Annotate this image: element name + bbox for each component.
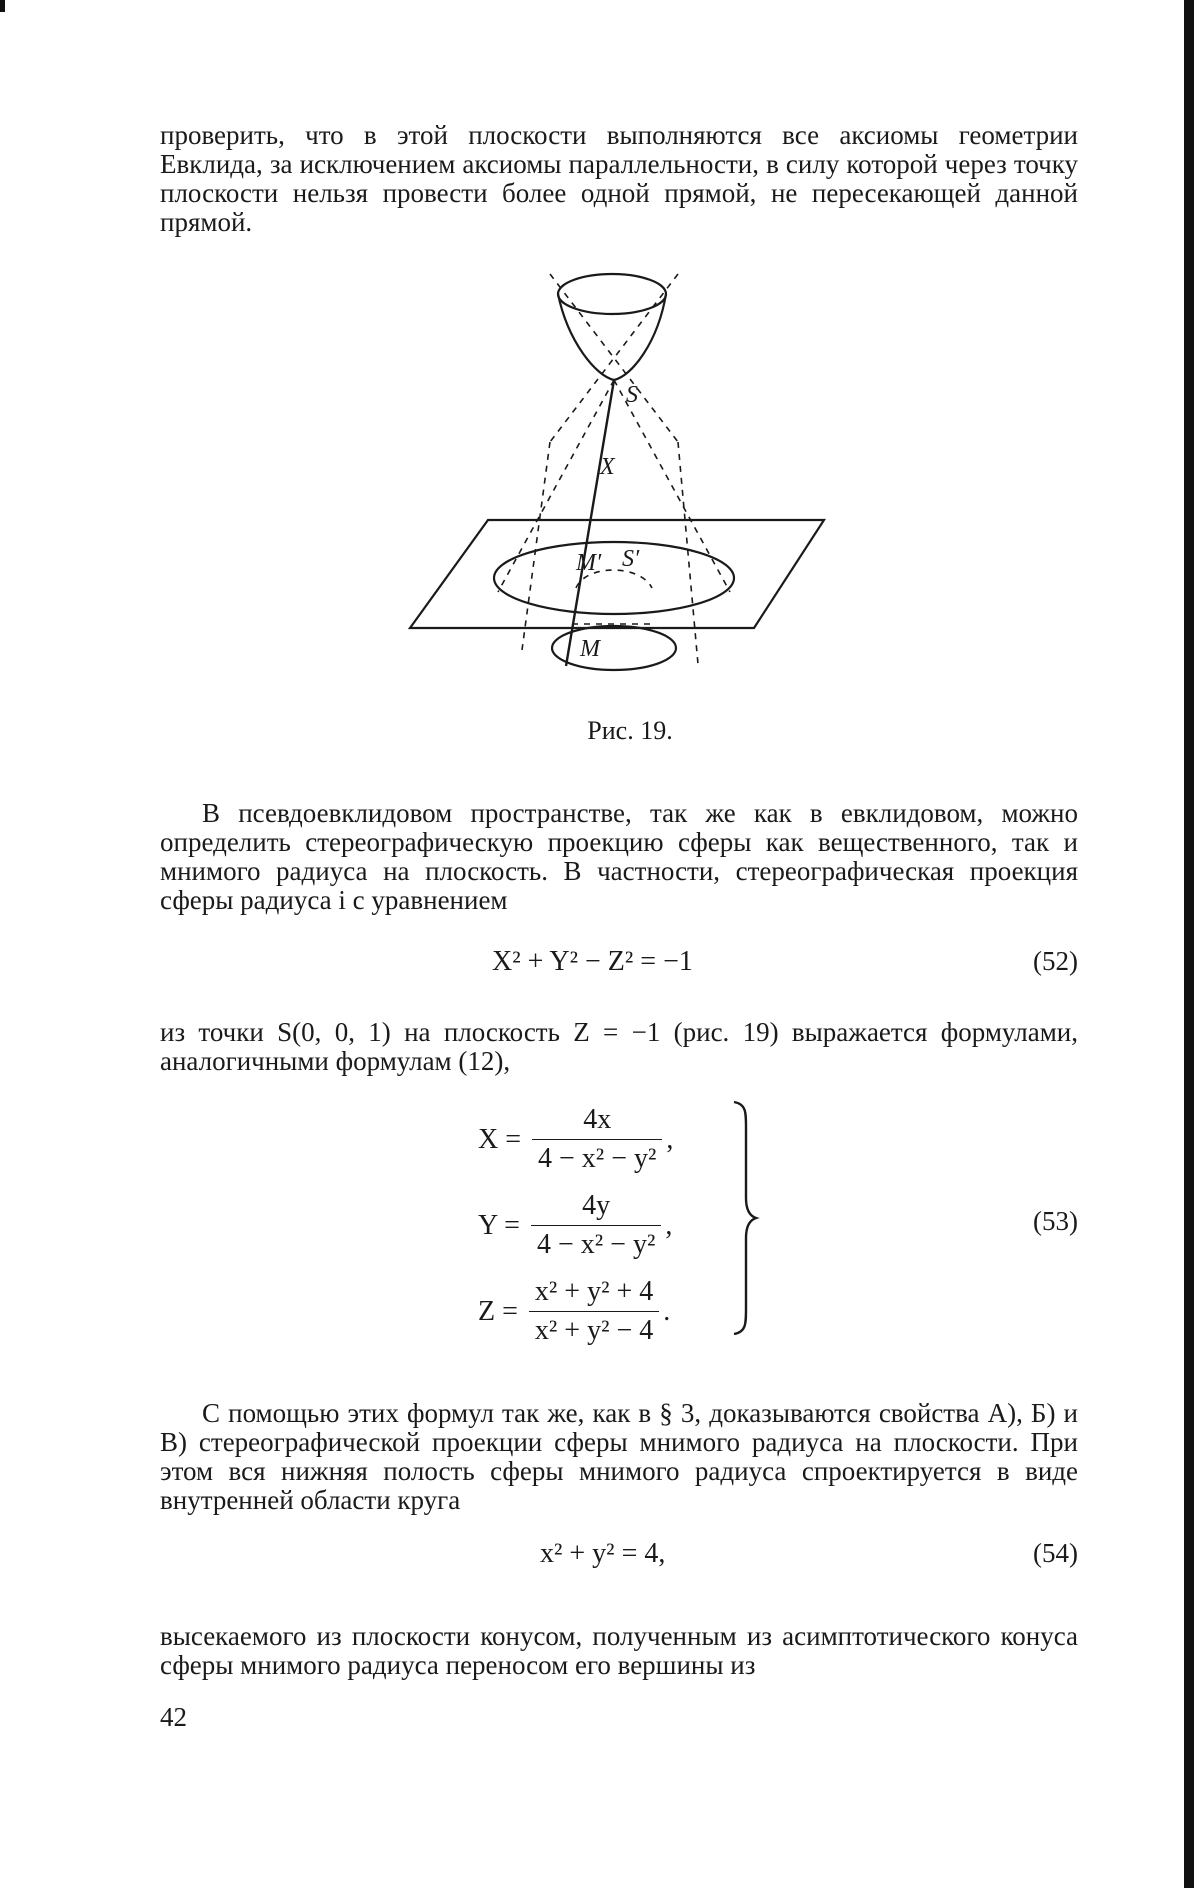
eq53-row1-numerator: 4x [532,1104,662,1140]
equation-52-number: (52) [1033,946,1078,976]
eq53-row2-punct: , [665,1209,673,1241]
equation-54: x² + y² = 4, [540,1538,666,1569]
cone-line-right-top [550,274,678,442]
label-S-prime: S′ [622,546,640,572]
eq53-row-X [478,1104,673,1175]
eq53-row2-fraction [531,1190,661,1261]
eq53-row3-fraction [529,1276,659,1347]
eq53-row2-lhs: Y = [478,1209,520,1241]
eq53-row2-denominator: 4 − x² − y² [536,1229,656,1260]
label-S: S [626,382,638,408]
paragraph-5: высекаемого из плоскости конусом, полученным из асимптотического конуса сферы мнимого радиуса переносом его вершины из [160,1621,1078,1680]
eq53-row3-denominator: x² + y² − 4 [534,1315,654,1346]
top-ellipse [558,274,666,314]
equation-52: X² + Y² − Z² = −1 [492,946,693,977]
paragraph-1: проверить, что в этой плоскости выполняются все аксиомы геометрии Евклида, за исключением аксиомы параллельности, в силу которой через точку плоскости нельзя провести более одной прямой, не пересекающей данной прямой. [160,120,1078,237]
eq53-row1-lhs: X = [478,1123,522,1155]
eq53-row2-numerator: 4y [531,1190,661,1226]
paragraph-2: В псевдоевклидовом пространстве, так же как в евклидовом, можно определить стереографическую проекцию сферы как вещественного, так и мнимого радиуса на плоскость. В частности, стереографическая проекция сферы радиуса i с уравнением [160,798,1078,915]
cone-line-left-lower [522,442,550,650]
plane-ellipse [494,542,734,614]
equation-53-number: (53) [1033,1206,1078,1236]
eq53-row1-fraction [532,1104,662,1175]
equation-54-number: (54) [1033,1538,1078,1568]
label-M-prime: M′ [576,550,602,576]
eq53-row3-numerator: x² + y² + 4 [529,1276,659,1312]
eq53-row1-denominator: 4 − x² − y² [538,1143,657,1174]
label-X: X [600,454,615,480]
eq53-row3-punct: . [663,1295,671,1327]
eq53-row-Y [478,1190,672,1261]
eq53-row3-lhs: Z = [478,1295,518,1327]
page-edge-shadow [1184,0,1194,1888]
eq53-right-brace [730,1098,760,1338]
paragraph-4: С помощью этих формул так же, как в § 3, доказываются свойства А), Б) и В) стереографической проекции сферы мнимого радиуса на плоскости. При этом вся нижняя полость сферы мнимого радиуса спроектируется в виде внутренней области круга [160,1398,1078,1515]
figure-caption: Рис. 19. [587,716,673,745]
cone-line-left-top [550,274,678,442]
label-M: M [580,636,600,662]
figure-19-diagram [400,272,840,692]
page-corner-mark [0,0,5,12]
eq53-row-Z [478,1276,670,1347]
cone-line-right-lower [678,442,698,664]
page-number: 42 [160,1702,187,1732]
eq53-row1-punct: , [666,1123,674,1155]
paragraph-3: из точки S(0, 0, 1) на плоскость Z = −1 (рис. 19) выражается формулами, аналогичными формулам (12), [160,1017,1078,1076]
plane-parallelogram [410,520,824,628]
